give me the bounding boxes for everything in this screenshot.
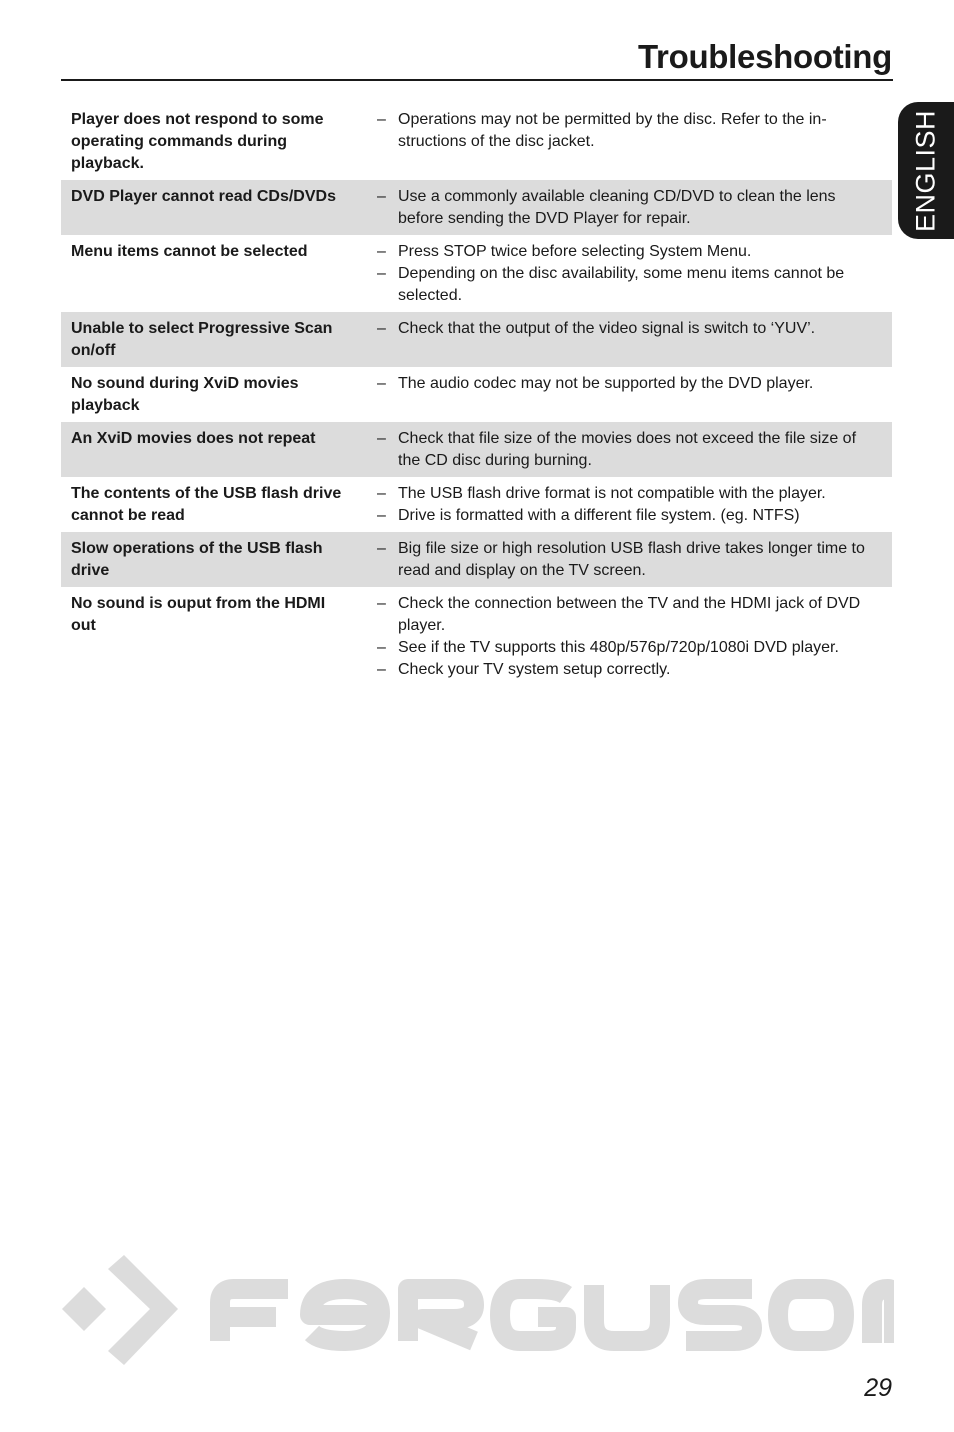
solutions-cell [361,241,892,307]
logo-wordmark [220,1285,894,1343]
solutions-cell [361,318,892,362]
solution-item [377,263,880,307]
solution-text: Operations may not be permitted by the disc. Refer to the in-structions of the disc jacket. [398,111,827,150]
solutions-cell [361,373,892,417]
ferguson-logo [62,1255,894,1370]
solution-item [377,593,880,637]
solution-text: The audio codec may not be supported by the DVD player. [398,375,814,392]
bullet-dash: – [377,639,386,656]
solution-text: The USB flash drive format is not compatible with the player. [398,485,826,502]
solution-item [377,109,880,153]
logo-chevron-mark [108,1255,178,1365]
bullet-dash: – [377,540,386,557]
bullet-dash: – [377,265,386,282]
table-row [61,532,892,587]
language-tab [898,102,954,239]
solutions-cell [361,428,892,472]
problem-cell: Slow operations of the USB flash drive [71,540,323,579]
problem-cell: DVD Player cannot read CDs/DVDs [71,188,336,205]
problem-cell: Menu items cannot be selected [71,243,308,260]
solution-text: See if the TV supports this 480p/576p/720p/1080i DVD player. [398,639,839,656]
bullet-dash: – [377,320,386,337]
bullet-dash: – [377,507,386,524]
table-row [61,235,892,312]
table-row [61,587,892,686]
page-number: 29 [864,1374,892,1402]
bullet-dash: – [377,375,386,392]
solution-item [377,318,880,340]
solution-text: Use a commonly available cleaning CD/DVD to clean the lens before sending the DVD Player for repair. [398,188,836,227]
solution-text: Check your TV system setup correctly. [398,661,671,678]
solutions-cell [361,483,892,527]
solution-item [377,538,880,582]
solutions-cell [361,109,892,175]
bullet-dash: – [377,111,386,128]
solution-item [377,637,880,659]
bullet-dash: – [377,188,386,205]
problem-cell: Unable to select Progressive Scan on/off [71,320,333,359]
troubleshooting-table [61,103,892,686]
solutions-cell [361,186,892,230]
solution-text: Check the connection between the TV and the HDMI jack of DVD player. [398,595,861,634]
solution-item [377,505,880,527]
solutions-cell [361,538,892,582]
bullet-dash: – [377,485,386,502]
problem-cell: Player does not respond to some operating commands during playback. [71,111,324,172]
table-row [61,180,892,235]
problem-cell: The contents of the USB flash drive cannot be read [71,485,342,524]
problem-cell: No sound during XviD movies playback [71,375,299,414]
page-title: Troubleshooting [638,38,892,75]
title-divider [61,79,893,81]
logo-diamond-mark [62,1287,106,1331]
table-row [61,367,892,422]
solution-item [377,428,880,472]
table-row [61,477,892,532]
table-row [61,422,892,477]
solution-text: Big file size or high resolution USB flash drive takes longer time to read and display on the TV screen. [398,540,865,579]
solution-text: Check that file size of the movies does not exceed the file size of the CD disc during burning. [398,430,857,469]
solution-text: Drive is formatted with a different file system. (eg. NTFS) [398,507,800,524]
problem-cell: An XviD movies does not repeat [71,430,316,447]
problem-cell: No sound is ouput from the HDMI out [71,595,326,634]
bullet-dash: – [377,430,386,447]
solution-text: Check that the output of the video signal is switch to ‘YUV’. [398,320,816,337]
solution-item [377,373,880,395]
solution-item [377,659,880,681]
solution-text: Depending on the disc availability, some menu items cannot be selected. [398,265,845,304]
bullet-dash: – [377,243,386,260]
table-row [61,103,892,180]
solutions-cell [361,593,892,681]
solution-item [377,186,880,230]
solution-text: Press STOP twice before selecting System Menu. [398,243,752,260]
solution-item [377,483,880,505]
solution-item [377,241,880,263]
table-row [61,312,892,367]
bullet-dash: – [377,661,386,678]
language-tab-label: ENGLISH [910,109,941,232]
bullet-dash: – [377,595,386,612]
